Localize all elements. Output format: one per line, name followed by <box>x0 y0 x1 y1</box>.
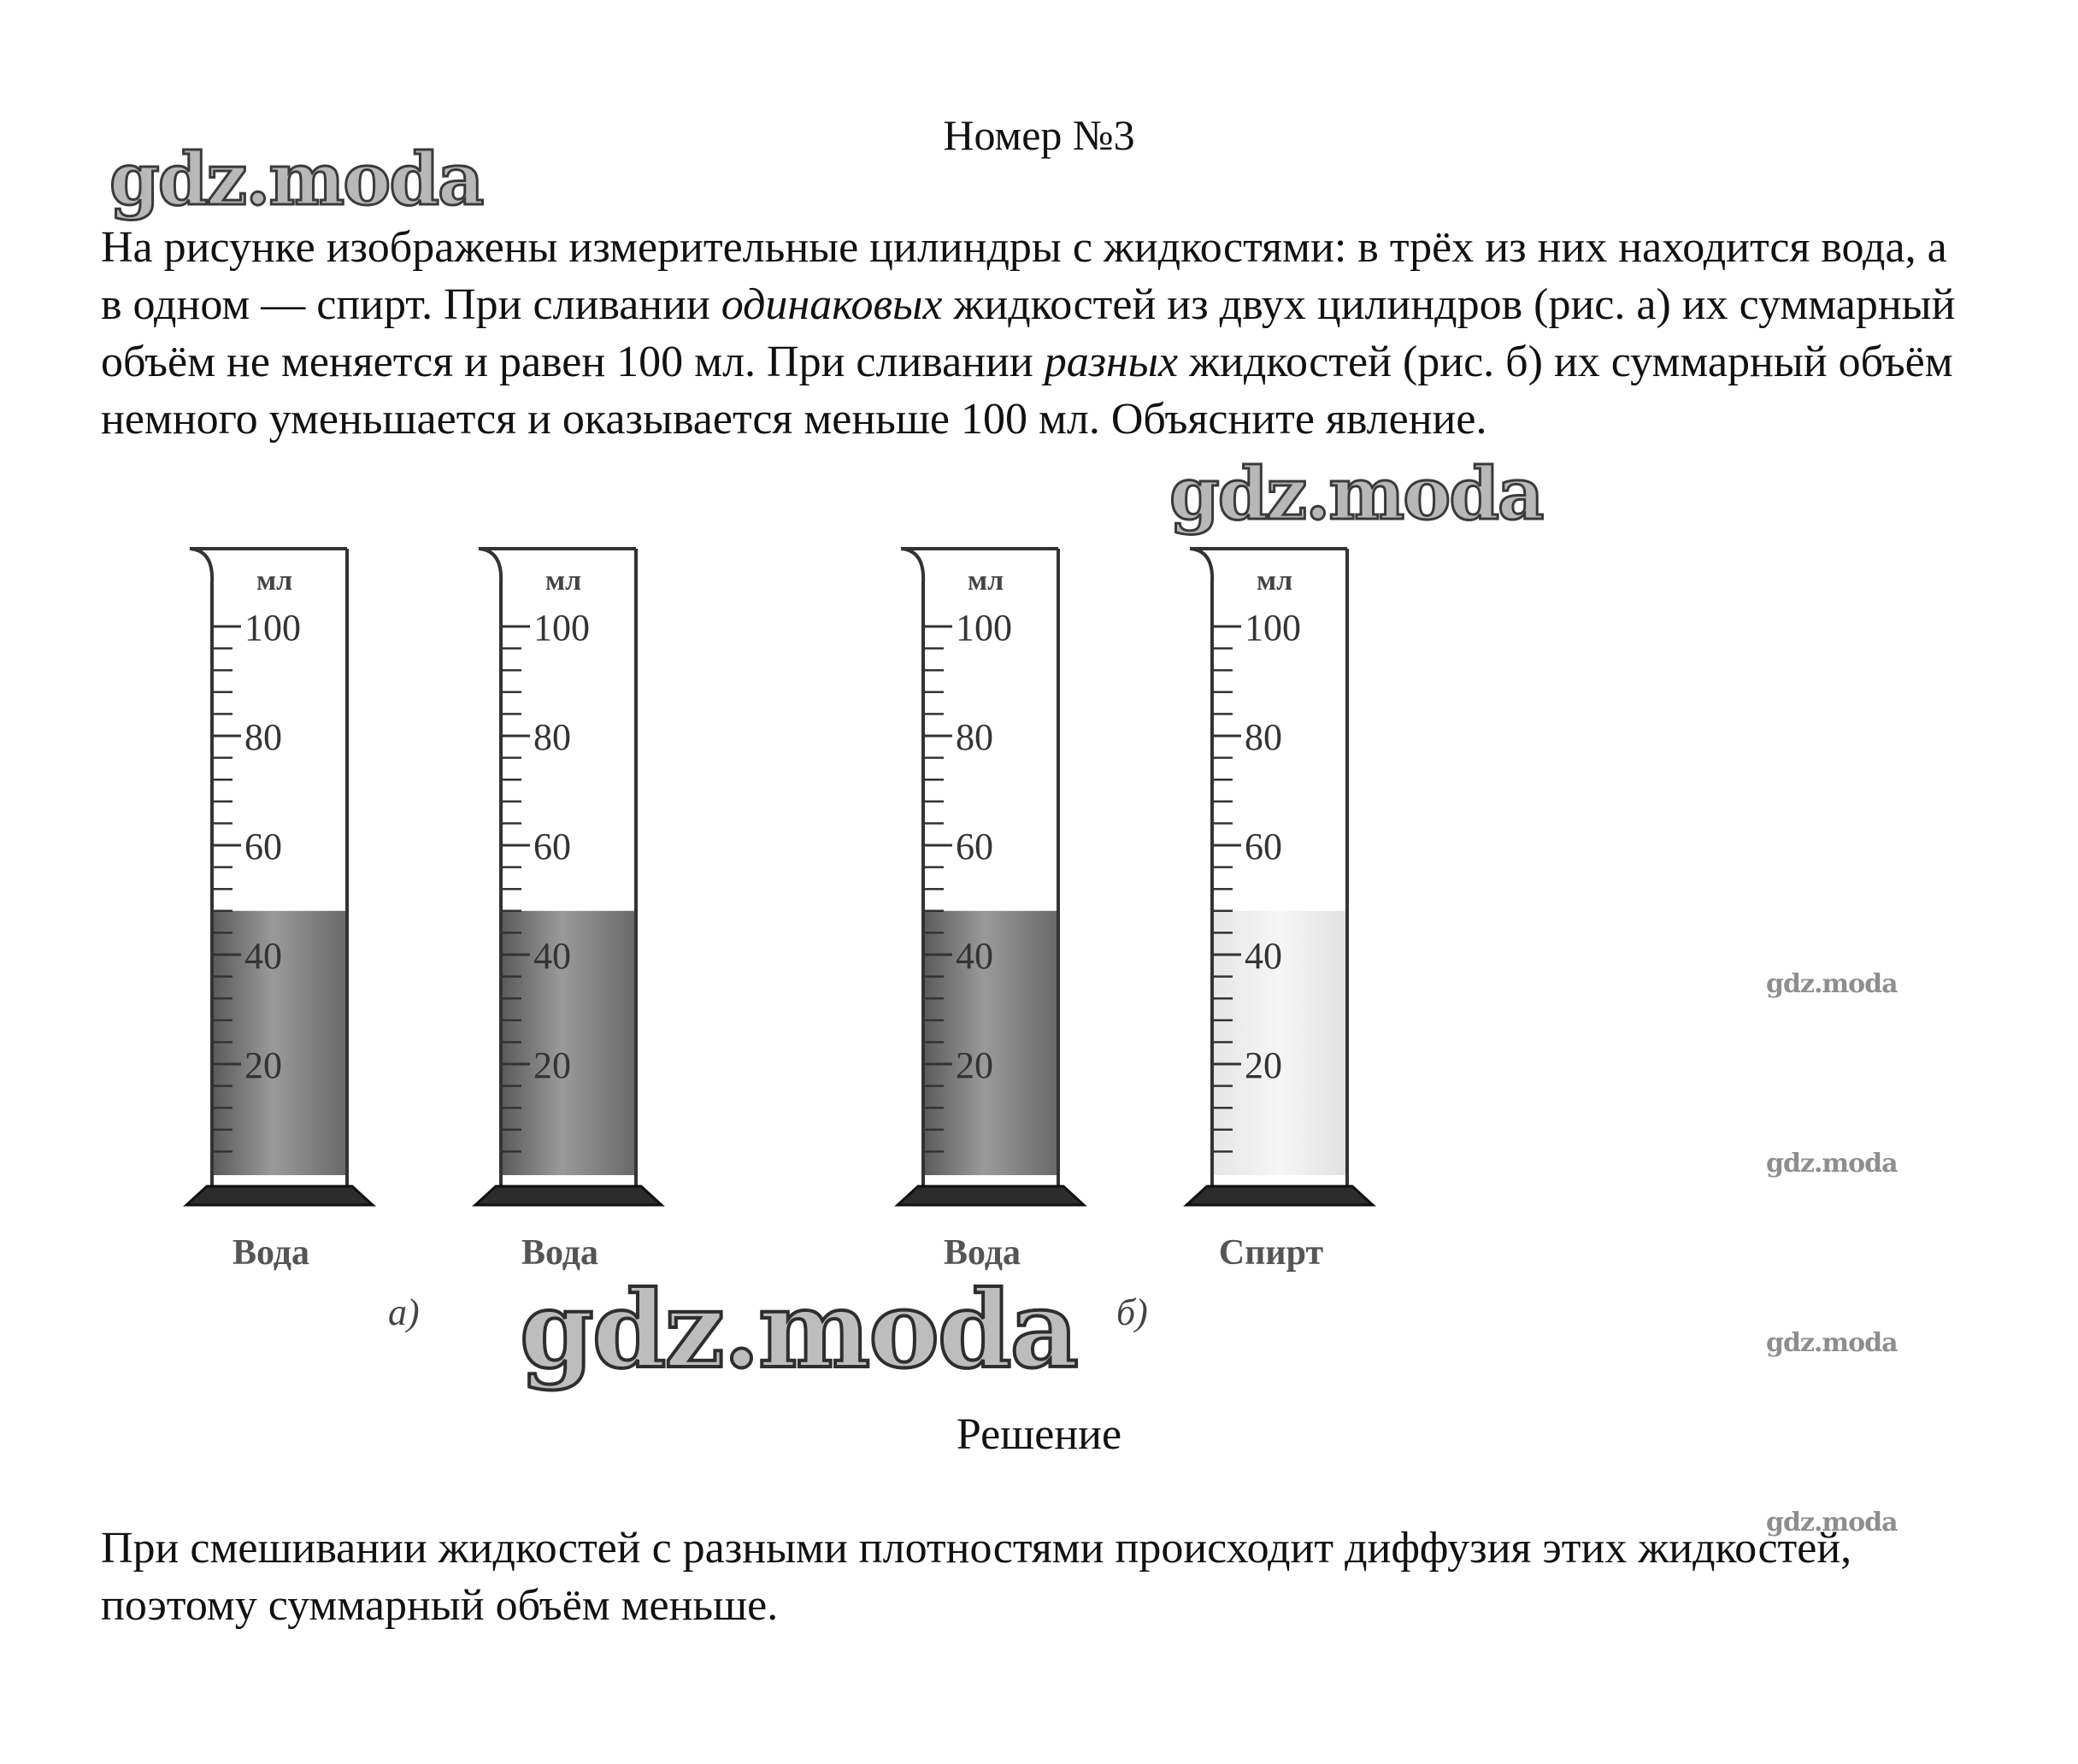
unit-label: мл <box>1257 565 1293 597</box>
measuring-cylinder <box>186 549 373 1273</box>
scale-label: 40 <box>533 935 571 977</box>
problem-text-1: На рисунке изображены измерительные цилиндры с жидкостями: в трёх из них находится вода, а в одном — спирт. При сливании <box>101 223 1947 329</box>
cylinder-base <box>186 1186 373 1205</box>
watermark-logo: gdz.moda <box>1169 451 1543 536</box>
liquid-name-label: Спирт <box>1218 1233 1324 1273</box>
cylinder-base <box>898 1186 1084 1205</box>
scale-label: 20 <box>533 1044 571 1086</box>
solution-heading: Решение <box>956 1410 1122 1459</box>
watermark-logo: gdz.moda <box>1766 1149 1898 1179</box>
problem-text-2: жидкостей из двух цилиндров (рис. а) их суммарный объём не меняется и равен 100 мл. При сливании <box>101 280 1956 386</box>
watermark-logo: gdz.moda <box>1766 1508 1898 1538</box>
scale-label: 60 <box>533 826 571 867</box>
measuring-cylinder <box>1186 549 1373 1273</box>
solution-text: При смешивании жидкостей с разными плотностями происходит диффузия этих жидкостей, поэтому суммарный объём меньше. <box>101 1524 1852 1630</box>
cylinders-figure <box>101 511 1434 1362</box>
scale-label: 60 <box>956 826 993 867</box>
page-title: Номер №3 <box>943 111 1135 159</box>
scale-label: 80 <box>533 716 571 758</box>
measuring-cylinder <box>475 549 662 1273</box>
problem-text-3: жидкостей (рис. б) их суммарный объём немного уменьшается и оказывается меньше 100 мл. Объясните явление. <box>101 338 1953 444</box>
watermark-logo: gdz.moda <box>1766 1328 1898 1358</box>
scale-label: 80 <box>956 716 993 758</box>
scale-label: 40 <box>956 935 993 977</box>
scale-label: 20 <box>956 1044 993 1086</box>
scale-label: 100 <box>956 607 1012 649</box>
group-b-label: б) <box>1116 1291 1148 1333</box>
scale-label: 100 <box>533 607 590 649</box>
liquid-name-label: Вода <box>521 1233 599 1273</box>
scale-label: 100 <box>1245 607 1301 649</box>
problem-italic-1: одинаковых <box>721 280 943 329</box>
scale-label: 40 <box>1245 935 1282 977</box>
scale-label: 100 <box>244 607 301 649</box>
scale-label: 20 <box>1245 1044 1282 1086</box>
watermark-logo: gdz.moda <box>1766 969 1898 999</box>
cylinder-spout <box>479 549 501 1186</box>
unit-label: мл <box>256 565 293 597</box>
scale-label: 60 <box>244 826 282 867</box>
cylinder-spout <box>190 549 212 1186</box>
unit-label: мл <box>968 565 1004 597</box>
cylinder-spout <box>901 549 923 1186</box>
scale-label: 20 <box>244 1044 282 1086</box>
cylinder-base <box>1186 1186 1373 1205</box>
problem-statement <box>101 219 1964 448</box>
watermark-logo: gdz.moda <box>109 137 483 221</box>
scale-label: 40 <box>244 935 282 977</box>
problem-italic-2: разных <box>1044 338 1179 386</box>
scale-label: 60 <box>1245 826 1282 867</box>
group-a-label: а) <box>388 1291 420 1333</box>
scale-label: 80 <box>244 716 282 758</box>
measuring-cylinder <box>898 549 1084 1273</box>
cylinders-svg <box>101 511 1434 1362</box>
liquid-name-label: Вода <box>943 1233 1021 1273</box>
liquid-name-label: Вода <box>232 1233 310 1273</box>
unit-label: мл <box>545 565 582 597</box>
scale-label: 80 <box>1245 716 1282 758</box>
cylinder-base <box>475 1186 662 1205</box>
cylinder-spout <box>1190 549 1212 1186</box>
watermark-logo: gdz.moda <box>520 1268 1077 1392</box>
